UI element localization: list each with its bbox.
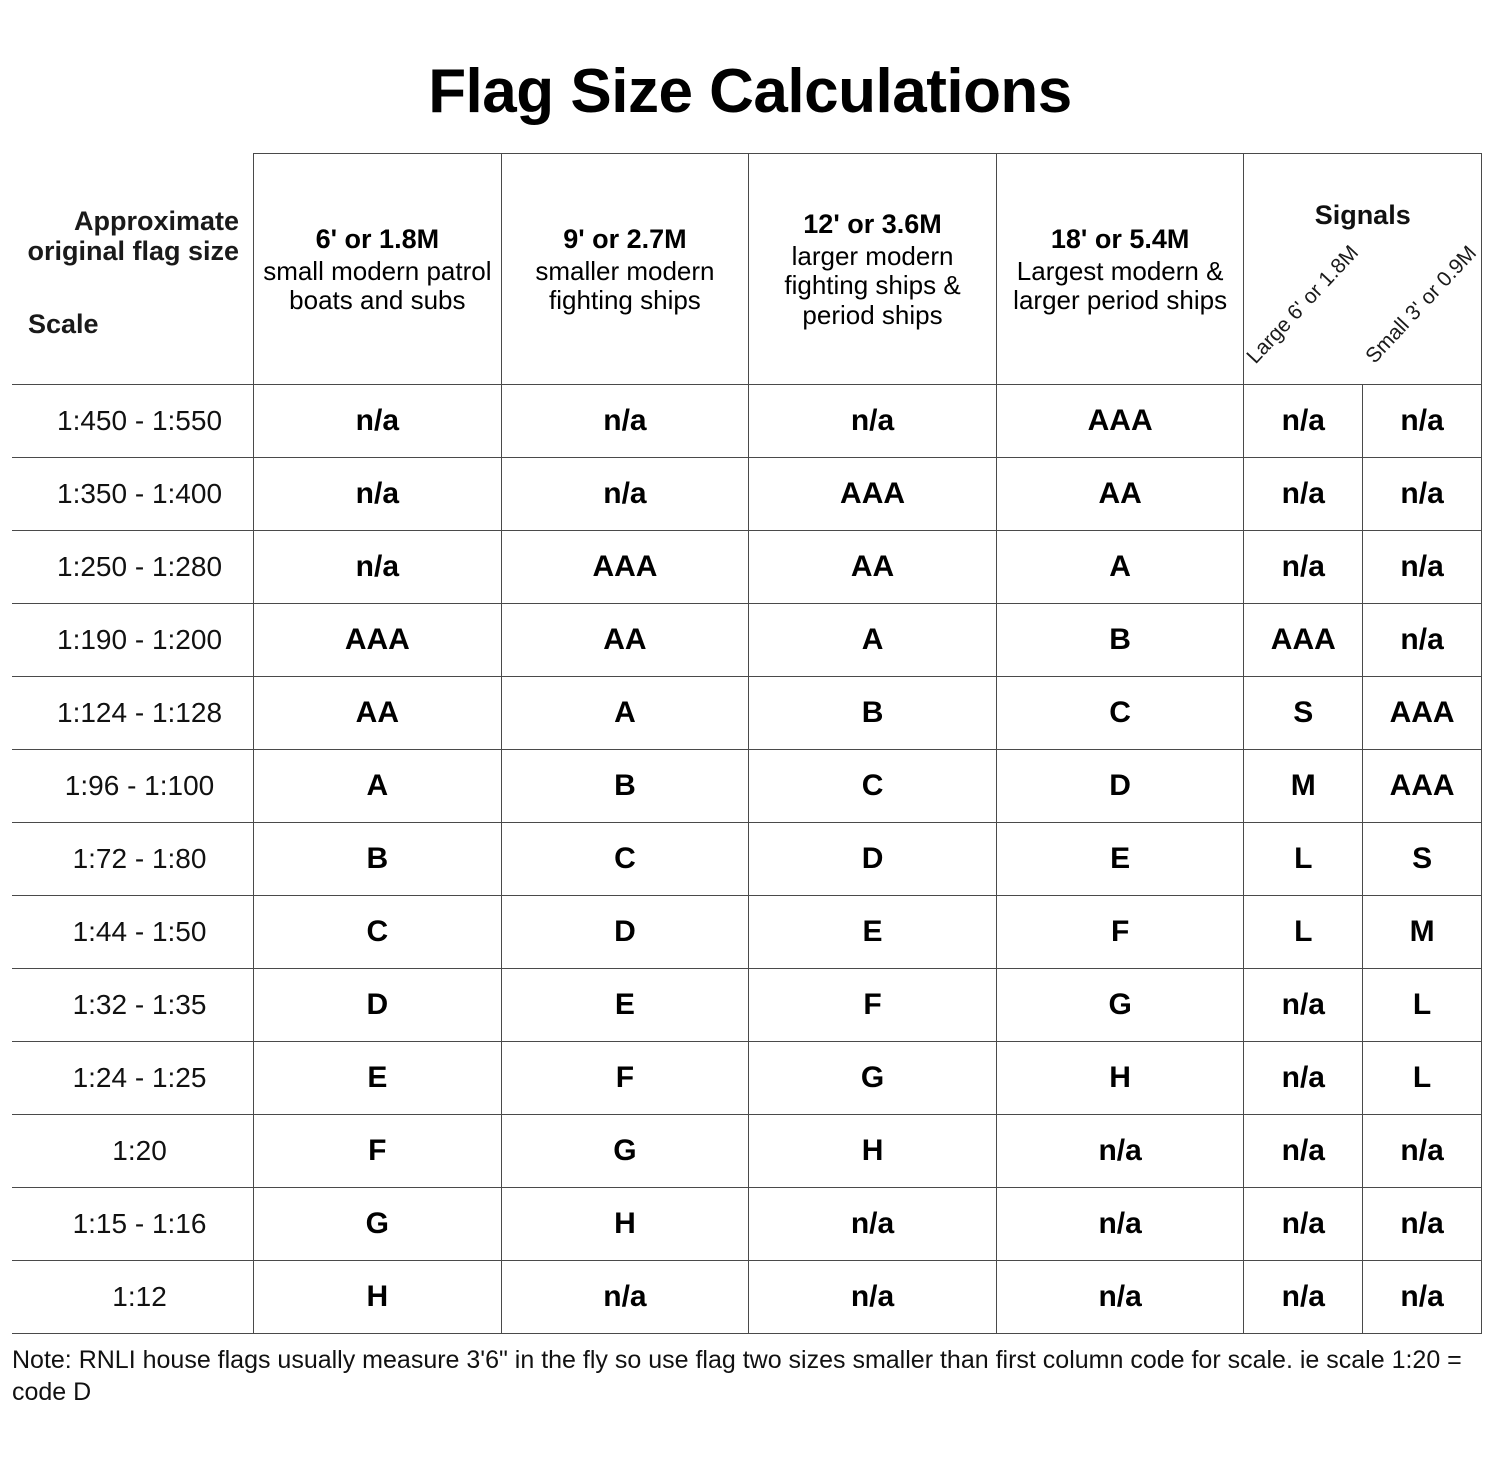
cell-12ft: n/a bbox=[749, 1187, 997, 1260]
cell-signals-small: n/a bbox=[1363, 1260, 1482, 1333]
cell-18ft: n/a bbox=[996, 1114, 1244, 1187]
cell-signals-large: L bbox=[1244, 895, 1363, 968]
cell-signals-small: AAA bbox=[1363, 676, 1482, 749]
cell-18ft: n/a bbox=[996, 1260, 1244, 1333]
row-scale: 1:72 - 1:80 bbox=[12, 822, 254, 895]
cell-9ft: A bbox=[501, 676, 749, 749]
cell-signals-large: n/a bbox=[1244, 457, 1363, 530]
table-row bbox=[12, 968, 1482, 1041]
cell-18ft: H bbox=[996, 1041, 1244, 1114]
cell-6ft: F bbox=[254, 1114, 502, 1187]
cell-9ft: D bbox=[501, 895, 749, 968]
table-row bbox=[12, 1041, 1482, 1114]
cell-18ft: B bbox=[996, 603, 1244, 676]
flag-size-table bbox=[12, 153, 1482, 1334]
cell-9ft: AA bbox=[501, 603, 749, 676]
cell-12ft: G bbox=[749, 1041, 997, 1114]
cell-signals-small: n/a bbox=[1363, 1187, 1482, 1260]
cell-9ft: n/a bbox=[501, 384, 749, 457]
cell-12ft: AA bbox=[749, 530, 997, 603]
row-scale: 1:20 bbox=[12, 1114, 254, 1187]
cell-18ft: A bbox=[996, 530, 1244, 603]
cell-signals-small: AAA bbox=[1363, 749, 1482, 822]
cell-18ft: AAA bbox=[996, 384, 1244, 457]
table-body bbox=[12, 384, 1482, 1333]
row-scale: 1:15 - 1:16 bbox=[12, 1187, 254, 1260]
cell-18ft: AA bbox=[996, 457, 1244, 530]
cell-12ft: AAA bbox=[749, 457, 997, 530]
cell-6ft: AA bbox=[254, 676, 502, 749]
cell-signals-small: L bbox=[1363, 968, 1482, 1041]
table-row bbox=[12, 822, 1482, 895]
cell-9ft: E bbox=[501, 968, 749, 1041]
cell-12ft: n/a bbox=[749, 384, 997, 457]
cell-signals-large: n/a bbox=[1244, 1114, 1363, 1187]
table-row bbox=[12, 676, 1482, 749]
cell-6ft: AAA bbox=[254, 603, 502, 676]
header-scale-label: Scale bbox=[28, 308, 99, 339]
cell-6ft: C bbox=[254, 895, 502, 968]
cell-9ft: F bbox=[501, 1041, 749, 1114]
cell-9ft: n/a bbox=[501, 457, 749, 530]
header-col-6ft bbox=[254, 154, 502, 385]
header-col-12ft bbox=[749, 154, 997, 385]
cell-18ft: E bbox=[996, 822, 1244, 895]
row-scale: 1:12 bbox=[12, 1260, 254, 1333]
table-header-row bbox=[12, 154, 1482, 385]
header-col-12ft-size: 12' or 3.6M bbox=[803, 208, 942, 239]
header-signals-large: Large 6' or 1.8M bbox=[1242, 241, 1364, 369]
cell-6ft: n/a bbox=[254, 384, 502, 457]
cell-6ft: A bbox=[254, 749, 502, 822]
row-scale: 1:24 - 1:25 bbox=[12, 1041, 254, 1114]
cell-signals-large: n/a bbox=[1244, 968, 1363, 1041]
cell-signals-large: n/a bbox=[1244, 530, 1363, 603]
header-signals-title: Signals bbox=[1314, 200, 1411, 231]
cell-signals-small: n/a bbox=[1363, 1114, 1482, 1187]
cell-12ft: E bbox=[749, 895, 997, 968]
cell-signals-small: S bbox=[1363, 822, 1482, 895]
cell-signals-large: n/a bbox=[1244, 384, 1363, 457]
row-scale: 1:450 - 1:550 bbox=[12, 384, 254, 457]
row-scale: 1:250 - 1:280 bbox=[12, 530, 254, 603]
header-col-6ft-desc: small modern patrol boats and subs bbox=[263, 255, 492, 316]
cell-signals-small: n/a bbox=[1363, 457, 1482, 530]
table-row bbox=[12, 749, 1482, 822]
cell-9ft: n/a bbox=[501, 1260, 749, 1333]
table-row bbox=[12, 1260, 1482, 1333]
cell-6ft: H bbox=[254, 1260, 502, 1333]
cell-9ft: B bbox=[501, 749, 749, 822]
row-scale: 1:190 - 1:200 bbox=[12, 603, 254, 676]
cell-6ft: D bbox=[254, 968, 502, 1041]
cell-18ft: D bbox=[996, 749, 1244, 822]
cell-12ft: B bbox=[749, 676, 997, 749]
row-scale: 1:96 - 1:100 bbox=[12, 749, 254, 822]
cell-6ft: E bbox=[254, 1041, 502, 1114]
table-row bbox=[12, 895, 1482, 968]
cell-9ft: G bbox=[501, 1114, 749, 1187]
row-scale: 1:44 - 1:50 bbox=[12, 895, 254, 968]
row-scale: 1:350 - 1:400 bbox=[12, 457, 254, 530]
table-row bbox=[12, 457, 1482, 530]
header-col-9ft-desc: smaller modern fighting ships bbox=[535, 255, 715, 316]
header-signals-group bbox=[1244, 154, 1482, 385]
cell-12ft: n/a bbox=[749, 1260, 997, 1333]
cell-6ft: B bbox=[254, 822, 502, 895]
header-col-18ft-desc: Largest modern & larger period ships bbox=[1013, 255, 1228, 316]
header-col-18ft bbox=[996, 154, 1244, 385]
cell-signals-small: M bbox=[1363, 895, 1482, 968]
cell-12ft: F bbox=[749, 968, 997, 1041]
header-signals-large-cell bbox=[1242, 241, 1364, 369]
cell-signals-large: M bbox=[1244, 749, 1363, 822]
table-row bbox=[12, 530, 1482, 603]
table-row bbox=[12, 603, 1482, 676]
header-corner bbox=[12, 154, 254, 385]
row-scale: 1:32 - 1:35 bbox=[12, 968, 254, 1041]
header-approx-label: Approximate original flag size bbox=[27, 206, 240, 267]
header-col-6ft-size: 6' or 1.8M bbox=[315, 223, 440, 254]
cell-signals-small: n/a bbox=[1363, 384, 1482, 457]
row-scale: 1:124 - 1:128 bbox=[12, 676, 254, 749]
cell-signals-large: n/a bbox=[1244, 1041, 1363, 1114]
table-row bbox=[12, 1187, 1482, 1260]
cell-12ft: C bbox=[749, 749, 997, 822]
cell-signals-large: L bbox=[1244, 822, 1363, 895]
header-col-9ft-size: 9' or 2.7M bbox=[563, 223, 687, 254]
cell-signals-large: AAA bbox=[1244, 603, 1363, 676]
cell-signals-large: n/a bbox=[1244, 1260, 1363, 1333]
cell-18ft: F bbox=[996, 895, 1244, 968]
cell-18ft: n/a bbox=[996, 1187, 1244, 1260]
cell-6ft: n/a bbox=[254, 457, 502, 530]
header-signals-small-cell bbox=[1363, 241, 1481, 369]
cell-9ft: AAA bbox=[501, 530, 749, 603]
cell-signals-small: n/a bbox=[1363, 603, 1482, 676]
table-row bbox=[12, 1114, 1482, 1187]
cell-9ft: H bbox=[501, 1187, 749, 1260]
cell-18ft: G bbox=[996, 968, 1244, 1041]
footnote: Note: RNLI house flags usually measure 3'6" in the fly so use flag two sizes smaller than first column code for scale. ie scale 1:20 = code D bbox=[12, 1345, 1462, 1406]
cell-signals-small: L bbox=[1363, 1041, 1482, 1114]
cell-12ft: H bbox=[749, 1114, 997, 1187]
header-signals-small: Small 3' or 0.9M bbox=[1361, 241, 1482, 368]
cell-12ft: A bbox=[749, 603, 997, 676]
cell-signals-large: S bbox=[1244, 676, 1363, 749]
table-row bbox=[12, 384, 1482, 457]
page-title: Flag Size Calculations bbox=[428, 57, 1072, 126]
cell-9ft: C bbox=[501, 822, 749, 895]
header-col-12ft-desc: larger modern fighting ships & period ships bbox=[784, 240, 961, 330]
cell-12ft: D bbox=[749, 822, 997, 895]
cell-6ft: n/a bbox=[254, 530, 502, 603]
header-col-9ft bbox=[501, 154, 749, 385]
cell-signals-small: n/a bbox=[1363, 530, 1482, 603]
cell-6ft: G bbox=[254, 1187, 502, 1260]
cell-18ft: C bbox=[996, 676, 1244, 749]
cell-signals-large: n/a bbox=[1244, 1187, 1363, 1260]
header-col-18ft-size: 18' or 5.4M bbox=[1050, 223, 1190, 254]
